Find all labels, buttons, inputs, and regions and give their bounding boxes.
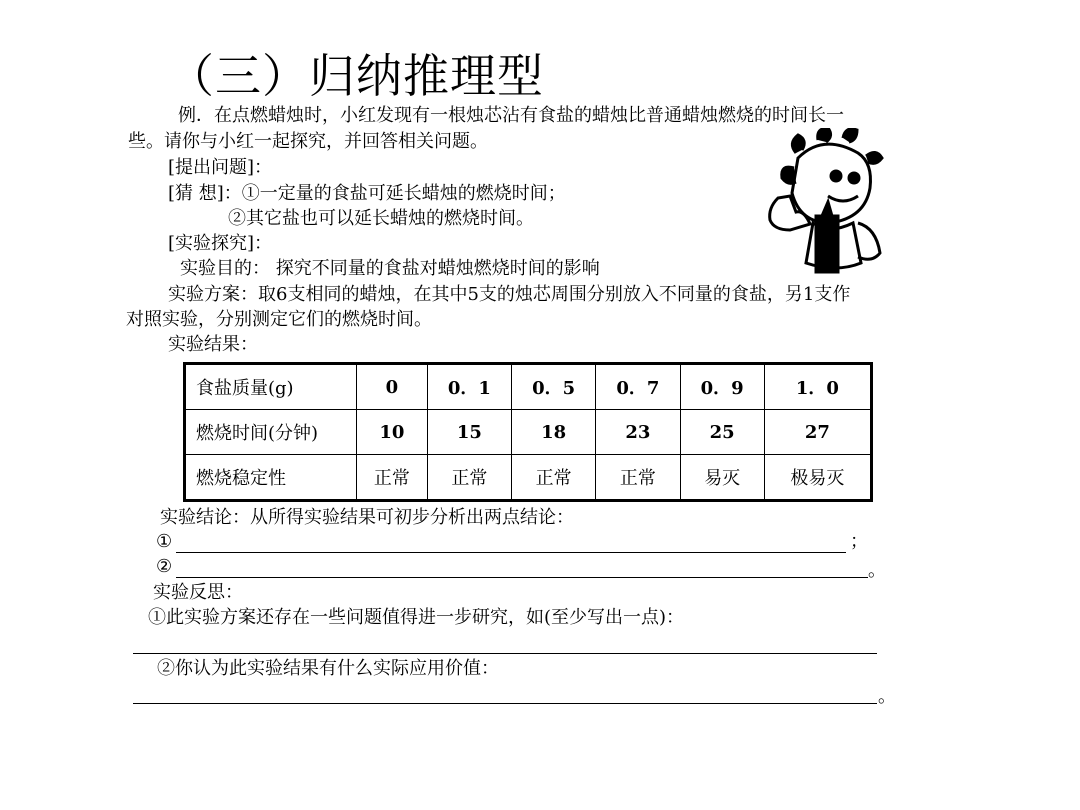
conclusion-2-end: 。 (868, 560, 886, 581)
reflection-2: ②你认为此实验结果有什么实际应用价值： (157, 658, 499, 679)
row-label: 燃烧时间(分钟) (185, 410, 357, 455)
table-cell: 27 (764, 410, 871, 455)
table-cell: 正常 (357, 455, 428, 501)
table-cell: 0．1 (427, 364, 511, 410)
reflection-heading: 实验反思： (153, 582, 243, 603)
table-cell: 23 (596, 410, 680, 455)
conclusion-1-answer-line[interactable] (176, 552, 846, 553)
reflection-2-answer-line[interactable] (133, 703, 877, 704)
cartoon-girl-illustration (758, 128, 890, 276)
intro-line-2: 些。请你与小红一起探究，并回答相关问题。 (128, 131, 488, 152)
table-cell: 10 (357, 410, 428, 455)
table-cell: 极易灭 (764, 455, 871, 501)
results-heading: 实验结果： (168, 334, 258, 355)
intro-line-1: 例．在点燃蜡烛时，小红发现有一根烛芯沾有食盐的蜡烛比普通蜡烛燃烧的时间长一 (178, 105, 844, 126)
table-cell: 1．0 (764, 364, 871, 410)
table-cell: 易灭 (680, 455, 764, 501)
conclusion-1-end: ； (850, 531, 868, 552)
table-cell: 18 (512, 410, 596, 455)
table-cell: 正常 (596, 455, 680, 501)
table-row (185, 410, 872, 455)
reflection-2-end: 。 (878, 686, 896, 707)
conclusion-heading: 实验结论：从所得实验结果可初步分析出两点结论： (160, 507, 574, 528)
plan-line-2: 对照实验，分别测定它们的燃烧时间。 (126, 309, 432, 330)
conclusion-1-marker: ① (156, 531, 173, 552)
reflection-1-answer-line[interactable] (133, 653, 877, 654)
table-cell: 正常 (512, 455, 596, 501)
hypothesis-2: ②其它盐也可以延长蜡烛的燃烧时间。 (228, 208, 534, 229)
table-cell: 0．9 (680, 364, 764, 410)
table-cell: 0．5 (512, 364, 596, 410)
question-heading: [提出问题]： (168, 157, 273, 178)
page-title: （三）归纳推理型 (168, 49, 544, 103)
plan-line-1: 实验方案：取6支相同的蜡烛，在其中5支的烛芯周围分别放入不同量的食盐，另1支作 (168, 284, 851, 305)
table-cell: 0 (357, 364, 428, 410)
conclusion-2-marker: ② (156, 556, 173, 577)
table-cell: 15 (427, 410, 511, 455)
hypothesis-1: [猜 想]：①一定量的食盐可延长蜡烛的燃烧时间； (168, 183, 566, 204)
experiment-purpose: 实验目的： 探究不同量的食盐对蜡烛燃烧时间的影响 (180, 258, 600, 279)
conclusion-2-answer-line[interactable] (176, 577, 868, 578)
table-row (185, 364, 872, 410)
table-row (185, 455, 872, 501)
row-label: 食盐质量(g) (185, 364, 357, 410)
row-label: 燃烧稳定性 (185, 455, 357, 501)
results-table (183, 362, 873, 502)
table-cell: 正常 (427, 455, 511, 501)
table-cell: 0．7 (596, 364, 680, 410)
reflection-1: ①此实验方案还存在一些问题值得进一步研究，如(至少写出一点)： (148, 607, 685, 628)
table-cell: 25 (680, 410, 764, 455)
explore-heading: [实验探究]： (168, 233, 273, 254)
